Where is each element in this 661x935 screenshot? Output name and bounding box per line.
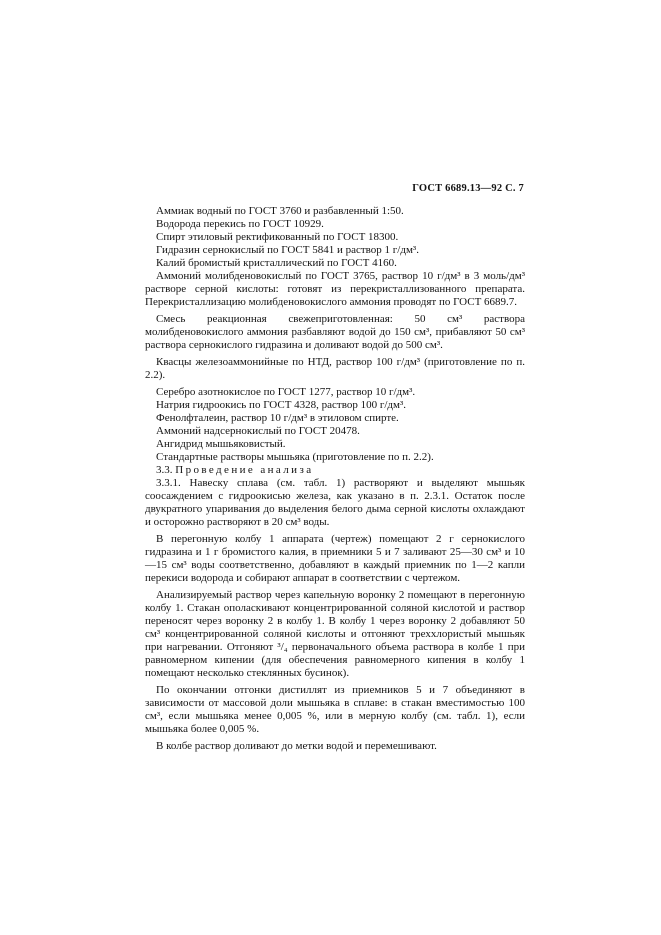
- reagent-kbr: Калий бромистый кристаллический по ГОСТ 4160.: [156, 257, 397, 269]
- page-header: ГОСТ 6689.13—92 С. 7: [412, 183, 524, 194]
- paragraph-final: В колбе раствор доливают до метки водой и перемешивают.: [156, 740, 437, 752]
- paragraph-distillate: По окончании отгонки дистиллят из приемников 5 и 7 объединяют в зависимости от массовой доли мышьяка в сплаве: в стакан вместимостью 100 см³, если мышьяка менее 0,005 %, или в мерную колбу (см. табл. 1), если мышьяка более 0,005 %.: [145, 684, 525, 735]
- section-heading: [145, 464, 525, 477]
- paragraph-flask: В перегонную колбу 1 аппарата (чертеж) помещают 2 г сернокислого гидразина и 1 г бромистого калия, в приемники 5 и 7 заливают 25—30 см³ и 10—15 см³ воды соответственно, добавляют в каждый приемник по 1—2 капли перекиси водорода и собирают аппарат в соответствии с чертежом.: [145, 533, 525, 584]
- section-number: 3.3.: [156, 464, 173, 476]
- section-title: Проведение анализа: [175, 464, 314, 476]
- reagent-peroxide: Водорода перекись по ГОСТ 10929.: [156, 218, 324, 230]
- reagent-standard-solutions: Стандартные растворы мышьяка (приготовление по п. 2.2).: [156, 451, 434, 463]
- reagent-hydrazine: Гидразин сернокислый по ГОСТ 5841 и раствор 1 г/дм³.: [156, 244, 419, 256]
- reagent-naoh: Натрия гидроокись по ГОСТ 4328, раствор 100 г/дм³.: [156, 399, 407, 411]
- reagent-alum: Квасцы железоаммонийные по НТД, раствор 100 г/дм³ (приготовление по п. 2.2).: [145, 356, 525, 381]
- reagent-ethanol: Спирт этиловый ректификованный по ГОСТ 18300.: [156, 231, 399, 243]
- reagent-silver-nitrate: Серебро азотнокислое по ГОСТ 1277, раствор 10 г/дм³.: [156, 386, 416, 398]
- reagent-ammonia: Аммиак водный по ГОСТ 3760 и разбавленный 1:50.: [156, 205, 404, 217]
- reagent-molybdate: Аммоний молибденовокислый по ГОСТ 3765, раствор 10 г/дм³ в 3 моль/дм³ растворе серной кислоты: готовят из перекристаллизованного препарата. Перекристаллизацию молибденовокислого аммония проводят по ГОСТ 6689.7.: [145, 270, 525, 308]
- reagent-persulfate: Аммоний надсернокислый по ГОСТ 20478.: [156, 425, 360, 437]
- paragraph-analyzed-solution: Анализируемый раствор через капельную воронку 2 помещают в перегонную колбу 1. Стакан ополаскивают концентрированной соляной кислотой и раствор переносят через воронку 2 в колбу 1. В колбу 1 через воронку 2 добавляют 50 см³ концентрированной соляной кислоты и отгоняют треххлористый мышьяк при нагревании. Отгоняют ³/₄ первоначального объема раствора в колбе 1 при равномерном кипении (для обеспечения равномерного кипения в колбу 1 помещают несколько стеклянных бусинок).: [145, 589, 525, 679]
- reagent-phenolphthalein: Фенолфталеин, раствор 10 г/дм³ в этиловом спирте.: [156, 412, 399, 424]
- reagent-mixture: Смесь реакционная свежеприготовленная: 50 см³ раствора молибденовокислого аммония разбавляют водой до 150 см³, прибавляют 50 см³ раствора сернокислого гидразина и доливают водой до 500 см³.: [145, 313, 525, 351]
- document-body: [145, 205, 525, 753]
- reagent-arsenic-anhydride: Ангидрид мышьяковистый.: [156, 438, 286, 450]
- paragraph-3-3-1: 3.3.1. Навеску сплава (см. табл. 1) растворяют и выделяют мышьяк соосаждением с гидроокисью железа, как указано в п. 2.3.1. Остаток после двукратного упаривания до выделения белого дыма серной кислоты охлаждают и осторожно растворяют в 20 см³ воды.: [145, 477, 525, 528]
